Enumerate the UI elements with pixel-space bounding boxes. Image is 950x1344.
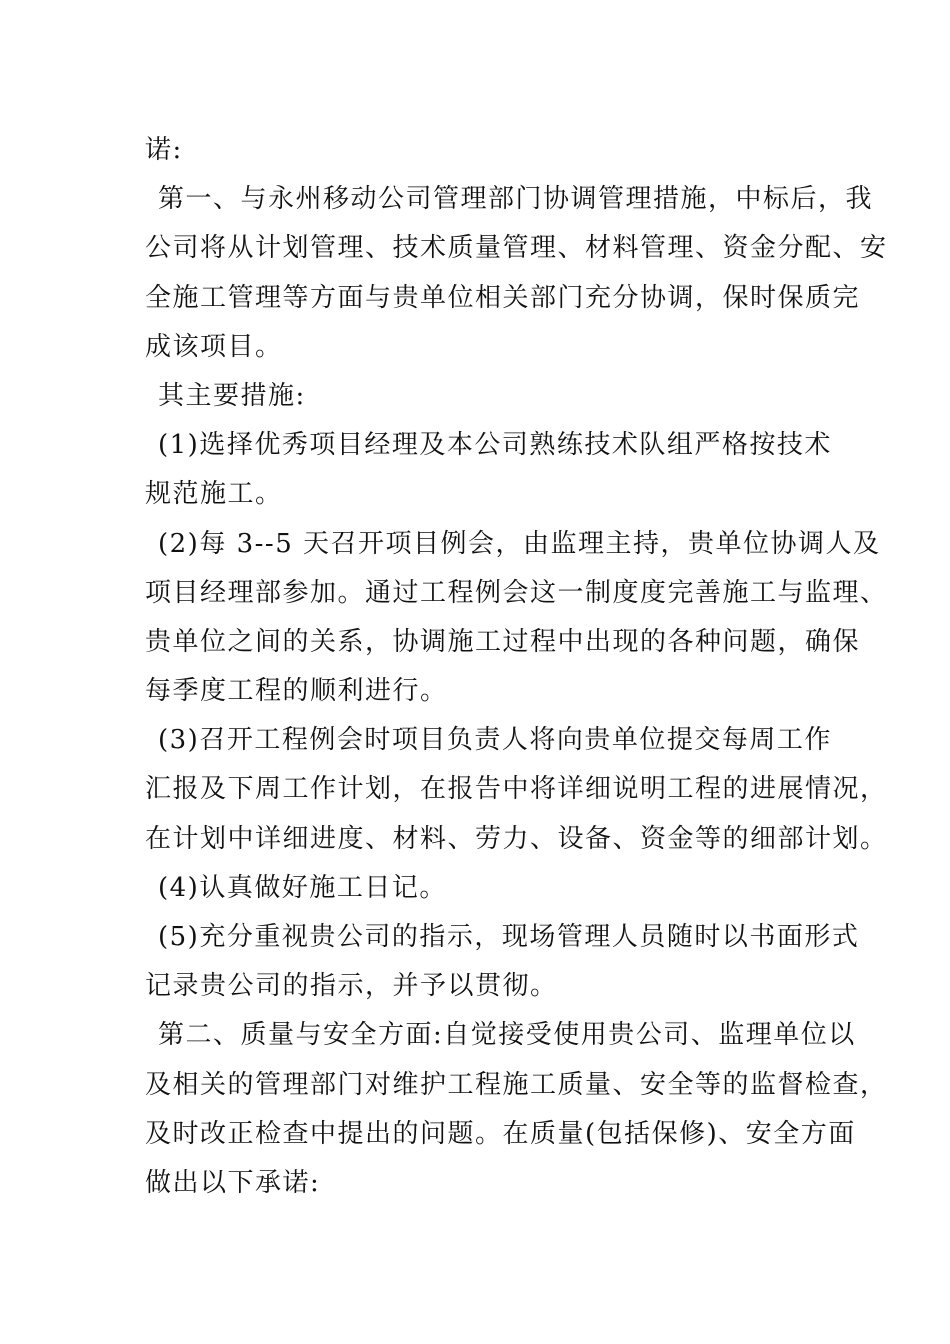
- text-line: 公司将从计划管理、技术质量管理、材料管理、资金分配、安: [145, 233, 888, 264]
- text-line: 记录贵公司的指示，并予以贯彻。: [145, 971, 558, 1002]
- text-line: 贵单位之间的关系，协调施工过程中出现的各种问题，确保: [145, 626, 861, 657]
- text-line: 规范施工。: [145, 479, 283, 510]
- text-line: (4)认真做好施工日记。: [158, 872, 447, 903]
- text-line: 每季度工程的顺利进行。: [145, 676, 448, 707]
- text-line: 成该项目。: [145, 331, 283, 362]
- text-line: 第一、与永州移动公司管理部门协调管理措施，中标后，我: [158, 184, 874, 215]
- text-line: 全施工管理等方面与贵单位相关部门充分协调，保时保质完: [145, 282, 861, 313]
- text-line: 及相关的管理部门对维护工程施工质量、安全等的监督检查，: [145, 1069, 888, 1100]
- text-line: 第二、质量与安全方面:自觉接受使用贵公司、监理单位以: [158, 1020, 856, 1051]
- text-line: (2)每 3--5 天召开项目例会，由监理主持，贵单位协调人及: [158, 528, 881, 559]
- text-line: 做出以下承诺:: [145, 1167, 321, 1198]
- text-line: 其主要措施:: [158, 380, 306, 411]
- text-line: 在计划中详细进度、材料、劳力、设备、资金等的细部计划。: [145, 823, 888, 854]
- text-line: 汇报及下周工作计划，在报告中将详细说明工程的进展情况，: [145, 774, 888, 805]
- text-line: 项目经理部参加。通过工程例会这一制度度完善施工与监理、: [145, 577, 888, 608]
- text-line: 诺:: [145, 135, 183, 165]
- text-line: (3)召开工程例会时项目负责人将向贵单位提交每周工作: [158, 725, 832, 756]
- body-text: [145, 126, 888, 1208]
- text-line: (1)选择优秀项目经理及本公司熟练技术队组严格按技术: [158, 430, 832, 461]
- text-line: 及时改正检查中提出的问题。在质量(包括保修)、安全方面: [145, 1118, 856, 1149]
- text-line: (5)充分重视贵公司的指示，现场管理人员随时以书面形式: [158, 922, 860, 952]
